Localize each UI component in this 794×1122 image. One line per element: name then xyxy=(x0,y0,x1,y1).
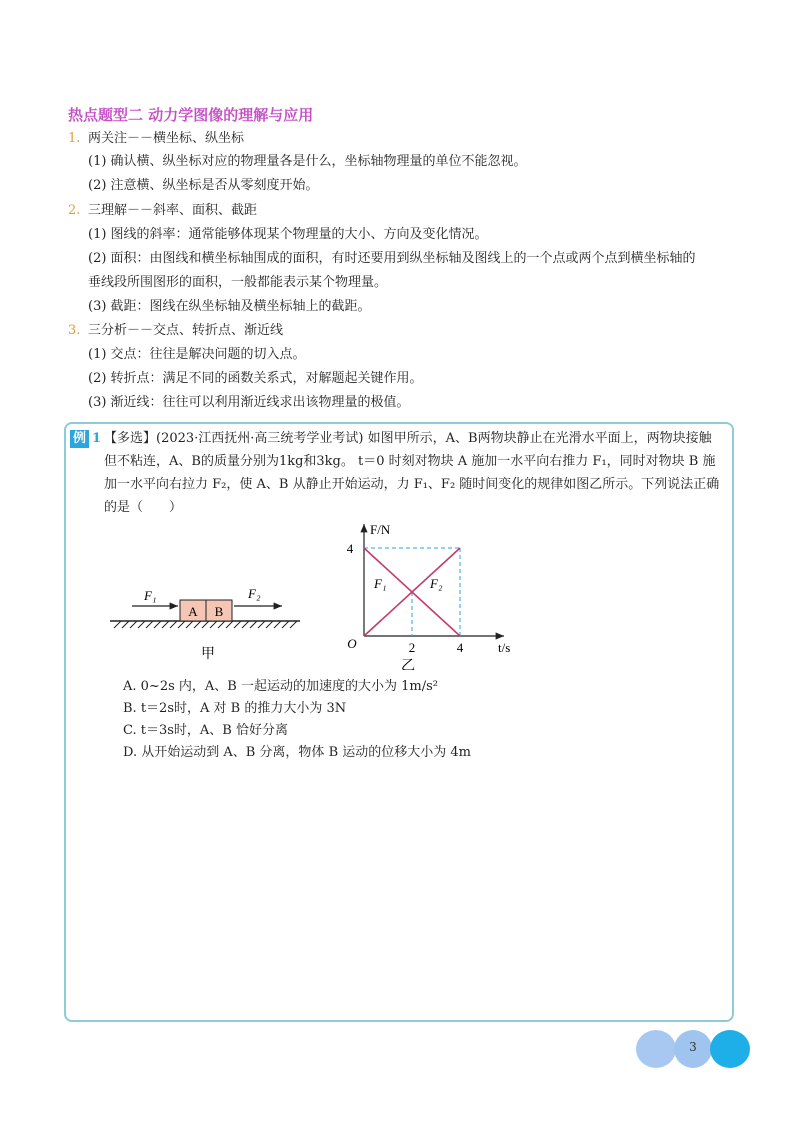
option-b[interactable]: B. t＝2s时，A 对 B 的推力大小为 3N xyxy=(123,701,347,716)
option-a[interactable]: A. 0~2s 内，A、B 一起运动的加速度的大小为 1m/s² xyxy=(123,679,438,694)
block-a-label: A xyxy=(188,604,198,619)
point-1-number: 1. xyxy=(68,131,81,146)
page-circle-right xyxy=(710,1030,750,1068)
y-tick-4: 4 xyxy=(346,541,354,556)
option-c[interactable]: C. t＝3s时，A、B 恰好分离 xyxy=(123,723,288,738)
x-tick-4: 4 xyxy=(456,640,464,655)
point-1-item-2: (2) 注意横、纵坐标是否从零刻度开始。 xyxy=(88,178,319,193)
point-1-heading-text: 两关注－－横坐标、纵坐标 xyxy=(88,131,245,146)
point-3-heading-text: 三分析－－交点、转折点、渐近线 xyxy=(88,323,284,338)
label-f2: F₂ xyxy=(248,586,261,601)
force-time-chart xyxy=(336,510,526,670)
figure-blocks xyxy=(110,576,310,666)
page-circle-left xyxy=(636,1030,676,1068)
block-b-label: B xyxy=(214,604,224,619)
page-title: 热点题型二 动力学图像的理解与应用 xyxy=(68,106,314,124)
example-line-4: 的是（ ） xyxy=(104,500,183,515)
ground-hatch xyxy=(114,621,297,628)
point-3-item-3: (3) 渐近线：往往可以利用渐近线求出该物理量的极值。 xyxy=(88,395,410,410)
x-axis-label: t/s xyxy=(498,640,511,655)
option-d[interactable]: D. 从开始运动到 A、B 分离，物体 B 运动的位移大小为 4m xyxy=(123,745,471,760)
series-label-f1: F₁ xyxy=(374,576,387,591)
example-line-1: 【多选】(2023·江西抚州·高三统考学业考试) 如图甲所示，A、B两物块静止在光滑水平面上，两物块接触 xyxy=(104,431,712,446)
point-1-heading xyxy=(68,130,244,148)
example-line-3: 加一水平向右拉力 F₂，使 A、B 从静止开始运动，力 F₁、F₂ 随时间变化的规律如图乙所示。下列说法正确 xyxy=(104,477,720,492)
origin-label: O xyxy=(347,636,357,651)
point-2-heading xyxy=(68,202,257,220)
point-2-item-2-cont: 垂线段所围图形的面积，一般都能表示某个物理量。 xyxy=(88,275,388,290)
series-label-f2: F₂ xyxy=(430,576,443,591)
page-number: 3 xyxy=(689,1040,697,1054)
point-2-heading-text: 三理解－－斜率、面积、截距 xyxy=(88,203,258,218)
point-3-item-2: (2) 转折点：满足不同的函数关系式，对解题起关键作用。 xyxy=(88,371,423,386)
example-line-2: 但不粘连，A、B的质量分别为1kg和3kg。 t＝0 时刻对物块 A 施加一水平向右推力 F₁，同时对物块 B 施 xyxy=(104,454,716,469)
y-axis-label: F/N xyxy=(370,522,391,537)
example-box xyxy=(64,422,734,1022)
example-number: 1 xyxy=(92,431,102,446)
point-2-item-2: (2) 面积：由图线和横坐标轴围成的面积，有时还要用到纵坐标轴及图线上的一个点或两个点到横坐标轴的 xyxy=(88,251,696,266)
point-2-item-1: (1) 图线的斜率：通常能够体现某个物理量的大小、方向及变化情况。 xyxy=(88,227,488,242)
point-1-item-1: (1) 确认横、纵坐标对应的物理量各是什么，坐标轴物理量的单位不能忽视。 xyxy=(88,154,527,169)
point-3-heading xyxy=(68,322,283,340)
point-2-number: 2. xyxy=(68,203,81,218)
caption-yi: 乙 xyxy=(401,658,415,670)
point-3-item-1: (1) 交点：往往是解决问题的切入点。 xyxy=(88,347,306,362)
caption-jia: 甲 xyxy=(201,646,215,662)
point-3-number: 3. xyxy=(68,323,81,338)
example-badge: 例 xyxy=(70,430,89,448)
point-2-item-3: (3) 截距：图线在纵坐标轴及横坐标轴上的截距。 xyxy=(88,299,371,314)
page-number-badge xyxy=(636,1030,756,1070)
label-f1: F₁ xyxy=(144,588,157,603)
x-tick-2: 2 xyxy=(408,640,416,655)
